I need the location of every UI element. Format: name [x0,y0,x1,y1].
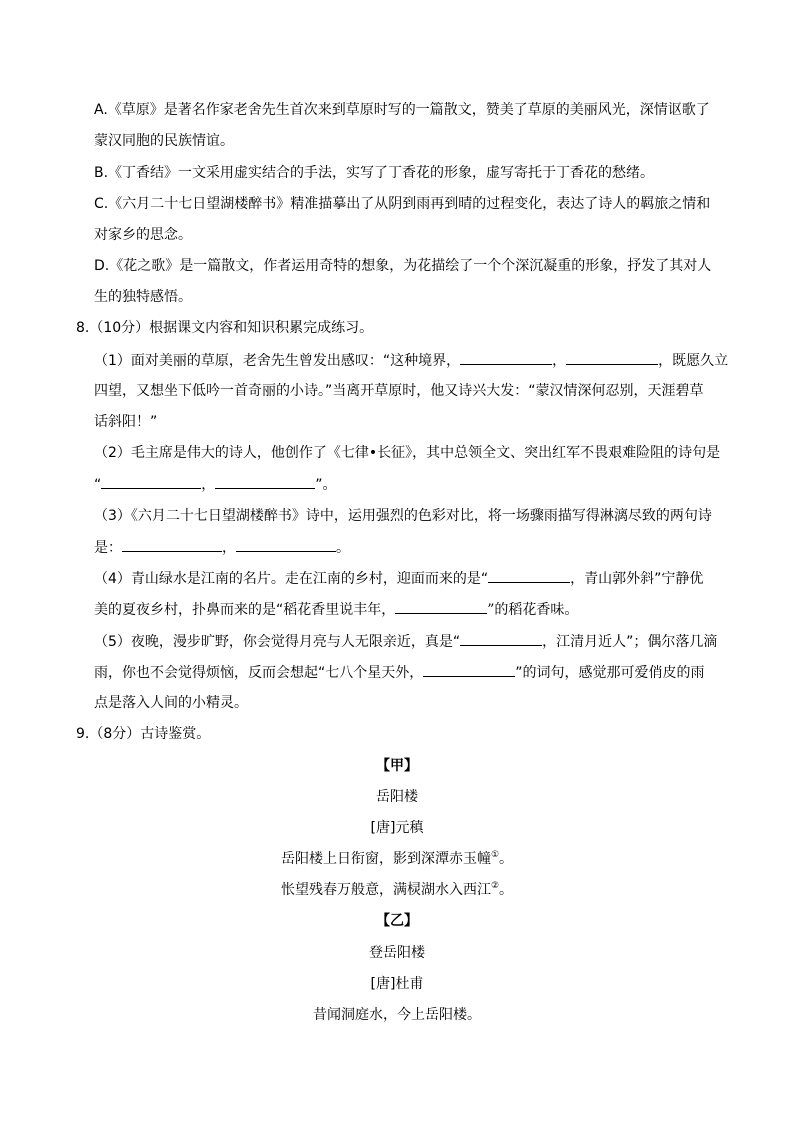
q8-part5-line1: （5）夜晚，漫步旷野，你会觉得月亮与人无限亲近，真是“ ，江清月近人”；偶尔落几滴 [94,631,717,652]
q7-option-a-line2: 蒙汉同胞的民族情谊。 [94,133,234,149]
poem-jia-title: 岳阳楼 [376,789,418,805]
q8-part3-line2: 是： ， 。 [94,537,350,558]
q8-header: 8.（10分）根据课文内容和知识积累完成练习。 [76,320,374,336]
answer-blank[interactable] [460,631,542,646]
answer-blank[interactable] [236,537,336,552]
poem-jia-label: 【甲】 [376,758,418,774]
footnote-marker: ② [490,881,500,891]
answer-blank[interactable] [215,474,315,489]
poem-yi-title: 登岳阳楼 [369,945,425,961]
q8-part5-line2: 雨，你也不会觉得烦恼，反而会想起“七八个星天外， ”的词句，感觉那可爱俏皮的雨 [94,662,705,683]
answer-blank[interactable] [423,662,515,677]
q7-option-a-line1: A.《草原》是著名作家老舍先生首次来到草原时写的一篇散文，赞美了草原的美丽风光，深情讴歌了 [94,102,710,118]
q8-part1-line1: （1）面对美丽的草原，老舍先生曾发出感叹：“这种境界， ， ，既愿久立 [94,350,728,371]
footnote-marker: ① [490,850,500,860]
poem-yi-label: 【乙】 [376,913,418,929]
q8-part4-line2: 美的夏夜乡村，扑鼻而来的是“稻花香里说丰年， ”的稻花香味。 [94,599,578,620]
poem-jia-author: [唐]元稹 [370,820,424,836]
answer-blank[interactable] [460,350,552,365]
q8-part5-line3: 点是落入人间的小精灵。 [94,695,248,711]
poem-jia-line1: 岳阳楼上日衔窗，影到深潭赤玉幢①。 [280,850,514,867]
q7-option-c-line1: C.《六月二十七日望湖楼醉书》精准描摹出了从阴到雨再到晴的过程变化，表达了诗人的羁旅之情和 [94,196,711,212]
q8-part2-line2: “ ， ”。 [94,474,337,495]
q7-option-b: B.《丁香结》一文采用虚实结合的手法，实写了丁香花的形象，虚写寄托于丁香花的愁绪。 [94,165,655,181]
answer-blank[interactable] [101,474,201,489]
q7-option-d-line1: D.《花之歌》是一篇散文，作者运用奇特的想象，为花描绘了一个个深沉凝重的形象，抒发了其对人 [94,258,712,274]
poem-yi-author: [唐]杜甫 [370,976,424,992]
answer-blank[interactable] [566,350,658,365]
answer-blank[interactable] [395,599,487,614]
q8-part2-line1: （2）毛主席是伟大的诗人，他创作了《七律•长征》，其中总领全文、突出红军不畏艰难险阻的诗句是 [94,445,721,461]
poem-yi-line1: 昔闻洞庭水，今上岳阳楼。 [313,1007,481,1023]
answer-blank[interactable] [122,537,222,552]
answer-blank[interactable] [488,568,570,583]
q8-part3-line1: （3）《六月二十七日望湖楼醉书》诗中，运用强烈的色彩对比，将一场骤雨描写得淋漓尽致的两句诗 [94,508,712,524]
q7-option-d-line2: 生的独特感悟。 [94,289,192,305]
q8-part1-line3: 话斜阳！” [94,414,158,430]
q7-option-c-line2: 对家乡的思念。 [94,227,192,243]
q8-part1-line2: 四望，又想坐下低吟一首奇丽的小诗。”当离开草原时，他又诗兴大发：“蒙汉情深何忍别，天涯碧草 [94,383,704,399]
q9-header: 9.（8分）古诗鉴赏。 [76,726,211,742]
poem-jia-line2: 怅望残春万般意，满棂湖水入西江②。 [280,881,514,898]
q8-part4-line1: （4）青山绿水是江南的名片。走在江南的乡村，迎面而来的是“ ，青山郭外斜”宁静优 [94,568,703,589]
